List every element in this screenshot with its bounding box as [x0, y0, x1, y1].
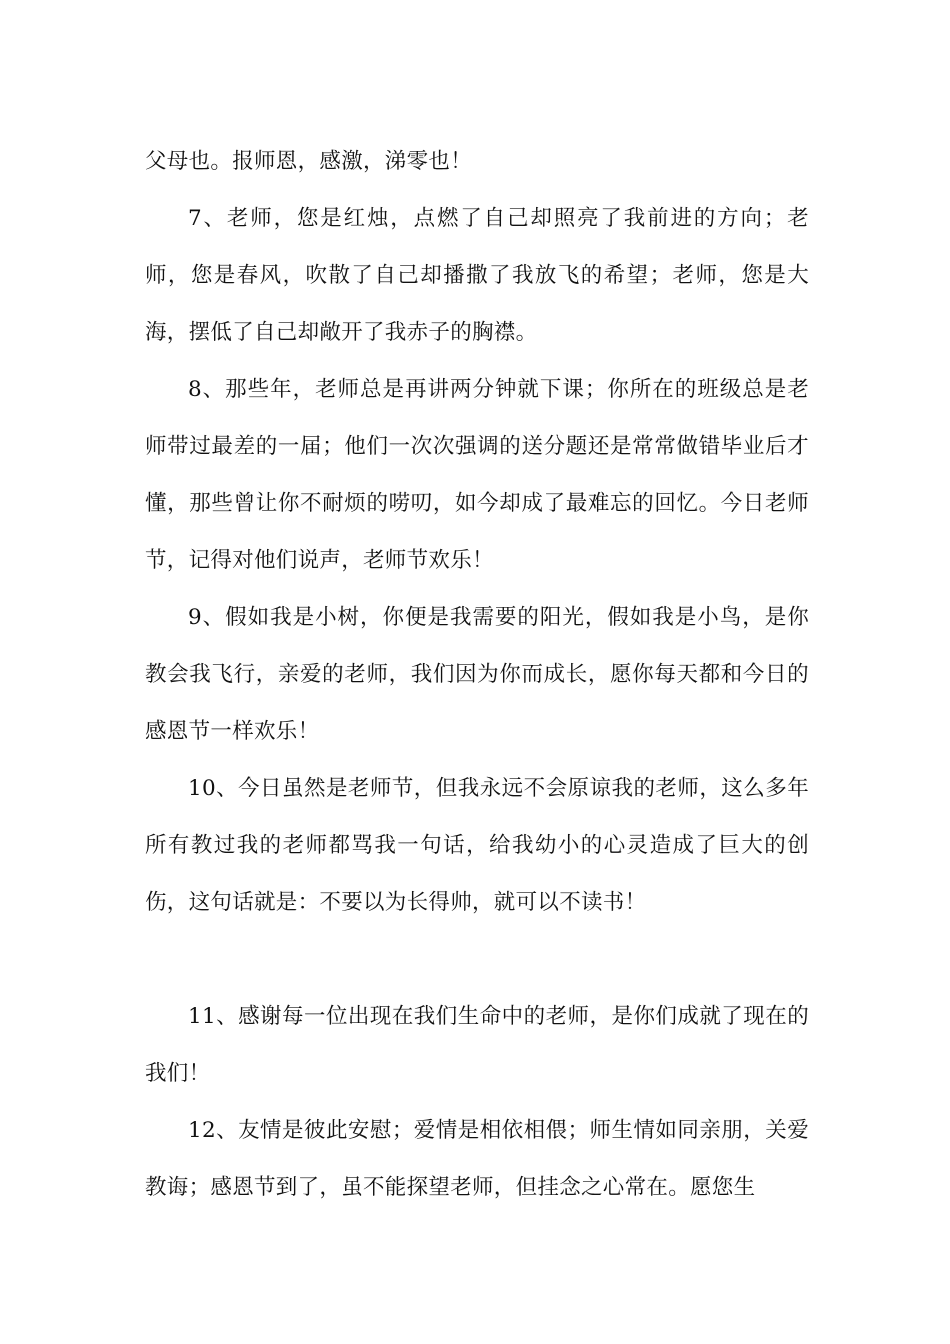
document-body [145, 133, 809, 1216]
paragraph-item-10: 10、今日虽然是老师节，但我永远不会原谅我的老师，这么多年所有教过我的老师都骂我一句话，给我幼小的心灵造成了巨大的创伤，这句话就是：不要以为长得帅，就可以不读书！ [145, 776, 809, 915]
paragraph-item-12: 12、友情是彼此安慰；爱情是相依相偎；师生情如同亲朋，关爱教诲；感恩节到了，虽不能探望老师，但挂念之心常在。愿您生 [145, 1118, 809, 1200]
paragraph-item-7: 7、老师，您是红烛，点燃了自己却照亮了我前进的方向；老师，您是春风，吹散了自己却播撒了我放飞的希望；老师，您是大海，摆低了自己却敞开了我赤子的胸襟。 [145, 206, 809, 345]
paragraph-spacer [145, 931, 809, 988]
paragraph-item-9: 9、假如我是小树，你便是我需要的阳光，假如我是小鸟，是你教会我飞行，亲爱的老师，我们因为你而成长，愿你每天都和今日的感恩节一样欢乐！ [145, 605, 809, 744]
paragraph-item-8: 8、那些年，老师总是再讲两分钟就下课；你所在的班级总是老师带过最差的一届；他们一次次强调的送分题还是常常做错毕业后才懂，那些曾让你不耐烦的唠叨，如今却成了最难忘的回忆。今日老师节，记得对他们说声，老师节欢乐！ [145, 377, 809, 573]
paragraph-continued: 父母也。报师恩，感激，涕零也！ [145, 149, 473, 174]
paragraph-item-11: 11、感谢每一位出现在我们生命中的老师，是你们成就了现在的我们！ [145, 1004, 809, 1086]
